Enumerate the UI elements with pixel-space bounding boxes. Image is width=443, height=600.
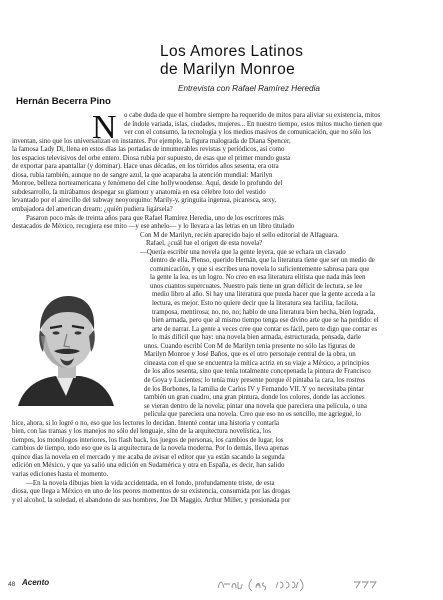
body-text-line: y el alcohol, la soledad, el abandono de sus hombres, Joe Di Maggio, Arthur Miller, y presionada por xyxy=(12,496,291,504)
body-text-line: los espacios televisivos del orbe entero. Diosa rubia por supuesto, de esas que el primer mundo gusta xyxy=(12,154,291,162)
drop-cap: N xyxy=(92,109,117,146)
body-text-line: unos cuantos supercuates. Nuestro país tiene un gran déficit de lectura, se lee xyxy=(150,282,363,290)
body-text-line: hice, ahora, si lo logré o no, eso que los lectores lo decidan. Intenté contar una historia y contarla xyxy=(12,419,280,427)
body-text-line: Monroe, belleza norteamericana y fenómeno del cine hollywoodense. Aquí, desde lo profundo del xyxy=(12,180,283,188)
body-text-line: —En la novela dibujas bien la vida accidentada, en el fondo, profundamente triste, de esta xyxy=(26,479,275,487)
title-line-2: de Marilyn Monroe xyxy=(160,61,296,78)
body-text-line: diosa, que llega a México en uno de los peores momentos de su existencia, consumida por las drogas xyxy=(12,488,291,496)
body-text-line: de los Borbones, la familia de Carlos IV y Fernando VII. Y yo necesitaba pintar xyxy=(144,385,364,393)
body-text-line: de Goya y Lucientes; lo tenía muy presente porque él pintaba la cara, los rostros xyxy=(144,376,366,384)
article-title xyxy=(160,43,430,79)
body-text-line: Con M de Marilyn, recién aparecido bajo el sello editorial de Alfaguara. xyxy=(140,231,339,239)
body-text-line: dentro de ella. Pienso, querido Hernán, que la literatura tiene que ser un medio de xyxy=(150,257,375,265)
body-text-line: bien, con las tramas y los manejos no sólo del lenguaje, sino de la arquitectura novelística, los xyxy=(12,428,271,436)
body-text-line: unos. Cuando escribí Con M de Marilyn tenía presente no sólo las figuras de xyxy=(144,342,356,350)
magazine-logo: Acento xyxy=(22,578,50,587)
body-text-line: de los años sesenta, sino que tenía totalmente concepenada la pintura de Francisco xyxy=(144,368,371,376)
body-text-line: embajadora del american dream: ¿quién pudiera ligársela? xyxy=(12,206,173,214)
body-text-line: arte de narrar. La gente a veces cree que contar es fácil, pero te digo que contar es xyxy=(152,325,378,333)
body-text-line: cambios de tiempo, todo eso que es la arquitectura de la novela moderna. Por lo demás, lleva apenas xyxy=(12,445,289,453)
author-portrait-photo xyxy=(10,278,120,406)
page-number: 48 xyxy=(8,581,16,588)
body-text-line: la gente la lea, es un logro. No creo en esa literatura elitista que nada más leen xyxy=(150,274,366,282)
body-text-line: edición en México, y que ya salió una edición en Sudamérica y otra en España, es decir, han salido xyxy=(12,462,285,470)
body-text-line: subdesarrollo, la mirábamos despegar su glamour y anatomía en esa célebre foto del vestido xyxy=(12,188,266,196)
body-text-line: ver con el consumo, la tecnología y los medios masivos de comunicación, que no sólo los xyxy=(124,129,372,137)
body-text-line: inventan, sino que los universalizan en instantes. Por ejemplo, la figura malograda de Diana Spencer, xyxy=(12,137,291,145)
body-text-line: lectura, es mejor. Esto no quiere decir que la literatura sea facilita, facilota, xyxy=(152,300,359,308)
body-text-line: medio libro al año. Si hay una literatura que pueda hacer que la gente acceda a la xyxy=(152,291,375,299)
body-text-line: bien armada, pero que al mismo tiempo tenga ese divino arte que se ha perdido: el xyxy=(152,317,379,325)
body-text-line: Pasaron poco más de treinta años para que Rafael Ramírez Heredia, uno de los escritores más xyxy=(26,214,284,222)
body-text-line: lo más difícil que hay: una novela bien armada, estructurada, pensada, darle xyxy=(152,334,361,342)
body-text-line: Rafael, ¿cuál fue el origen de esta novela? xyxy=(146,240,263,248)
body-text-line: de exportar para apantallar (y dominar). Hace unas décadas, en los tórridos años sesenta, era otra xyxy=(12,163,279,171)
article-subtitle: Entrevista con Rafael Ramírez Heredia xyxy=(178,84,320,93)
body-text-line: levantado por el airecillo del subway neoyorquino: Marily-y, gringuita ingenua, picaresca, sexy, xyxy=(12,197,277,205)
body-text-line: diosa, rubia también, aunque no de sangre azul, la que acaparaba la atención mundial: Marilyn xyxy=(12,171,273,179)
body-text-line: destacados de México, recogiera ese mito —y ese anhelo— y lo llevara a las letras en un libro titulado xyxy=(12,223,295,231)
body-text-line: varias ediciones hasta el momento. xyxy=(12,470,109,478)
body-text-line: tiempos, los monólogos interiores, los flash back, los juegos de personas, los cambios de lugar, los xyxy=(12,436,284,444)
body-text-line: la famosa Lady Di, llena en estos días las portadas de innumerables revistas y periódicos, así como xyxy=(12,146,285,154)
body-text-line: cineasta con el que se encuentra la mítica actriz en su viaje a México, a principios xyxy=(144,359,370,367)
body-text-line: tramposa, mentirosa; no, no, no; hablo de una literatura bien hecha, bien lograda, xyxy=(152,308,376,316)
body-text-line: película que pareciera una novela. Creo que eso no es sencillo, me agriegué, lo xyxy=(144,411,361,419)
body-text-line: quince días la novela en el mercado y me acaba de avisar el editor que ya están sacando la segunda xyxy=(12,453,285,461)
body-text-line: comunicación, y que si escribes una novela lo suficientemente sabrosa para que xyxy=(150,265,370,273)
body-text-line: Marilyn Monroe y José Baños, que es el otro personaje central de la obra, un xyxy=(144,351,356,359)
body-text-line: —Quería escribir una novela que la gente leyera, que se echara un clavado xyxy=(140,248,346,256)
body-text-line: de índole variada, islas, ciudades, mujeres... En nuestro tiempo, estos mitos mucho tienen que xyxy=(124,120,383,128)
body-text-line: se vieran dentro de la novela; pintar una novela que pareciera una película, o una xyxy=(144,402,367,410)
title-line-1: Los Amores Latinos xyxy=(160,43,304,60)
page-footer xyxy=(8,574,438,594)
article-author: Hernán Becerra Pino xyxy=(16,96,111,107)
body-text-line: también un gran cuadro, una gran pintura, donde los colores, donde las acciones xyxy=(144,394,365,402)
handwritten-annotation xyxy=(216,576,386,592)
body-text-line: o cabe duda de que el hombre siempre ha requerido de mitos para aliviar su existencia, mitos xyxy=(124,112,381,119)
